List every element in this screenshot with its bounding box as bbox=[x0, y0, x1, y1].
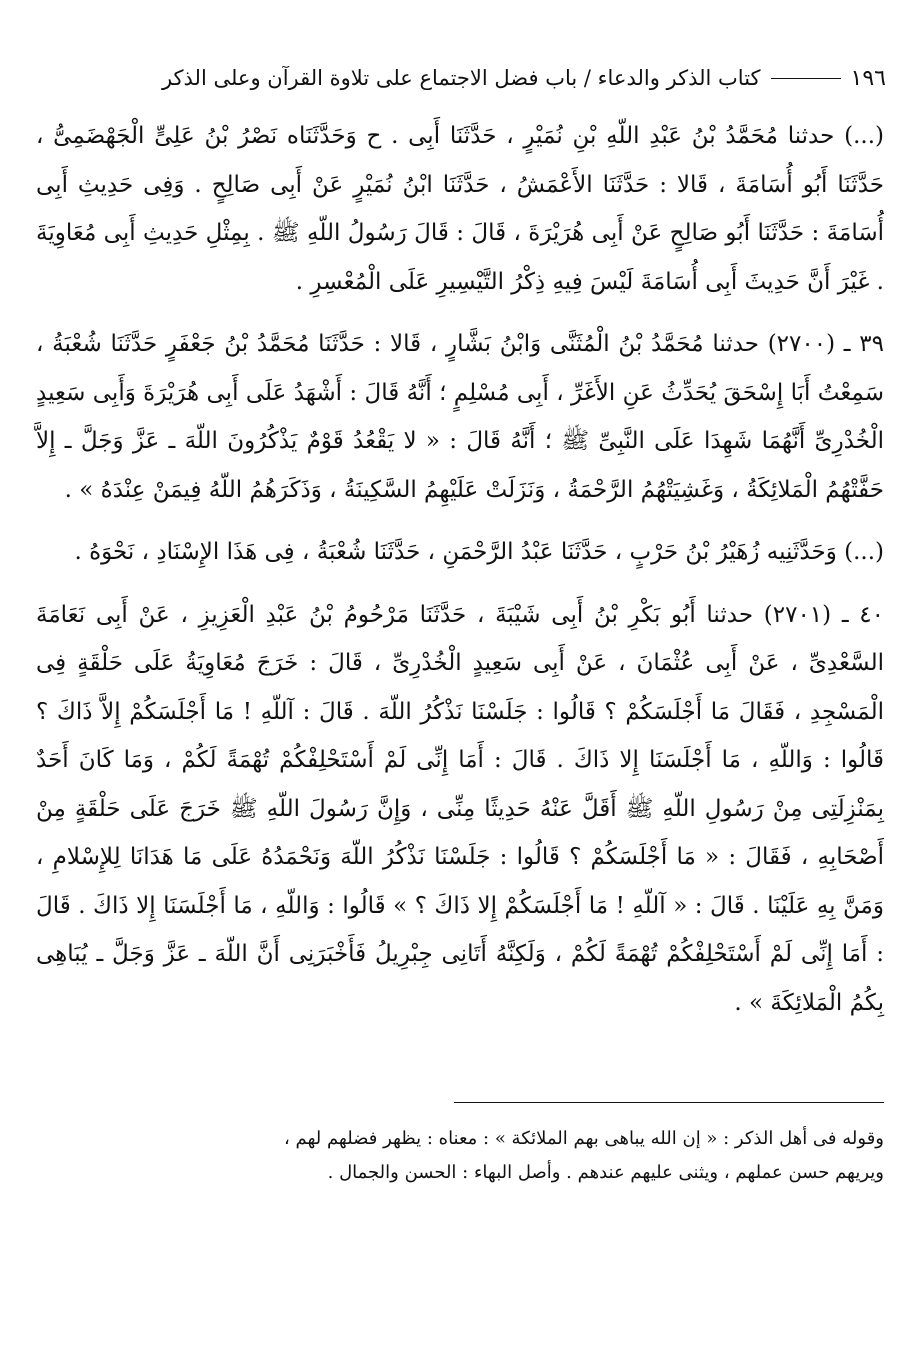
running-title: كتاب الذكر والدعاء / باب فضل الاجتماع على تلاوة القرآن وعلى الذكر bbox=[161, 66, 761, 90]
page-header bbox=[32, 58, 886, 98]
footnotes bbox=[120, 1122, 884, 1190]
paragraph-hadith-39: ٣٩ ـ (٢٧٠٠) حدثنا مُحَمَّدُ بْنُ الْمُثَنَّى وَابْنُ بَشَّارٍ ، قَالا : حَدَّثَنَا مُحَمَّدُ بْنُ جَعْفَرٍ حَدَّثَنَا شُعْبَةُ ، سَمِعْتُ أَبَا إِسْحَقَ يُحَدِّثُ عَنِ الأَغَرِّ ، أَبِى مُسْلِمٍ ؛ أَنَّهُ قَالَ : أَشْهَدُ عَلَى أَبِى هُرَيْرَةَ وَأَبِى سَعِيدٍ الْخُدْرِىِّ أَنَّهُمَا شَهِدَا عَلَى النَّبِىِّ ﷺ ؛ أَنَّهُ قَالَ : « لا يَقْعُدُ قَوْمٌ يَذْكُرُونَ اللّهَ ـ عَزَّ وَجَلَّ ـ إِلاَّ حَفَّتْهُمُ الْمَلائِكَةُ ، وَغَشِيَتْهُمُ الرَّحْمَةُ ، وَنَزَلَتْ عَلَيْهِمُ السَّكِينَةُ ، وَذَكَرَهُمُ اللّهُ فِيمَنْ عِنْدَهُ » . bbox=[36, 331, 884, 503]
main-text bbox=[36, 112, 884, 1041]
paragraph-hadith-isnad-1: (...) حدثنا مُحَمَّدُ بْنُ عَبْدِ اللّهِ بْنِ نُمَيْرٍ ، حَدَّثَنَا أَبِى . ح وَحَدَّثَنَاه نَصْرُ بْنُ عَلِىٍّ الْجَهْضَمِىُّ ، حَدَّثَنَا أَبُو أُسَامَةَ ، قَالا : حَدَّثَنَا الأَعْمَشُ ، حَدَّثَنَا ابْنُ نُمَيْرٍ عَنْ أَبِى صَالِحٍ . وَفِى حَدِيثِ أَبِى أُسَامَةَ : حَدَّثَنَا أَبُو صَالِحٍ عَنْ أَبِى هُرَيْرَةَ ، قَالَ : قَالَ رَسُولُ اللّهِ ﷺ . بِمِثْلِ حَدِيثِ أَبِى مُعَاوِيَةَ . غَيْرَ أَنَّ حَدِيثَ أَبِى أُسَامَةَ لَيْسَ فِيهِ ذِكْرُ التَّيْسِيرِ عَلَى الْمُعْسِرِ . bbox=[36, 123, 884, 295]
paragraph-hadith-isnad-2: (...) وَحَدَّثَنِيه زُهَيْرُ بْنُ حَرْبٍ ، حَدَّثَنَا عَبْدُ الرَّحْمَنِ ، حَدَّثَنَا شُعْبَةُ ، فِى هَذَا الإِسْنَادِ ، نَحْوَهُ . bbox=[74, 539, 884, 565]
footnote-line: ويريهم حسن عملهم ، ويثنى عليهم عندهم . وأصل البهاء : الحسن والجمال . bbox=[327, 1162, 884, 1183]
paragraph-hadith-40: ٤٠ ـ (٢٧٠١) حدثنا أَبُو بَكْرِ بْنُ أَبِى شَيْبَةَ ، حَدَّثَنَا مَرْحُومُ بْنُ عَبْدِ الْعَزِيزِ ، عَنْ أَبِى نَعَامَةَ السَّعْدِىِّ ، عَنْ أَبِى عُثْمَانَ ، عَنْ أَبِى سَعِيدٍ الْخُدْرِىِّ ، قَالَ : خَرَجَ مُعَاوِيَةُ عَلَى حَلْقَةٍ فِى الْمَسْجِدِ ، فَقَالَ مَا أَجْلَسَكُمْ ؟ قَالُوا : جَلَسْنَا نَذْكُرُ اللّهَ . قَالَ : آللّهِ ! مَا أَجْلَسَكُمْ إِلاَّ ذَاكَ ؟ قَالُوا : وَاللّهِ ، مَا أَجْلَسَنَا إِلا ذَاكَ . قَالَ : أَمَا إِنِّى لَمْ أَسْتَحْلِفْكُمْ تُهْمَةً لَكُمْ ، وَمَا كَانَ أَحَدٌ بِمَنْزِلَتِى مِنْ رَسُولِ اللّهِ ﷺ أَقَلَّ عَنْهُ حَدِيثًا مِنِّى ، وَإِنَّ رَسُولَ اللّهِ ﷺ خَرَجَ عَلَى حَلْقَةٍ مِنْ أَصْحَابِهِ ، فَقَالَ : « مَا أَجْلَسَكُمْ ؟ قَالُوا : جَلَسْنَا نَذْكُرُ اللّهَ وَنَحْمَدُهُ عَلَى مَا هَدَانَا لِلإِسْلامِ ، وَمَنَّ بِهِ عَلَيْنَا . قَالَ : « آللّهِ ! مَا أَجْلَسَكُمْ إِلا ذَاكَ ؟ » قَالُوا : وَاللّهِ ، مَا أَجْلَسَنَا إِلا ذَاكَ . قَالَ : أَمَا إِنِّى لَمْ أَسْتَحْلِفْكُمْ تُهْمَةً لَكُمْ ، وَلَكِنَّهُ أَتَانِى جِبْرِيلُ فَأَخْبَرَنِى أَنَّ اللّهَ ـ عَزَّ وَجَلَّ ـ يُبَاهِى بِكُمُ الْمَلائِكَةَ » . bbox=[36, 601, 884, 1016]
header-rule bbox=[771, 78, 841, 79]
footnote-line: وقوله فى أهل الذكر : « إن الله يباهى بهم الملائكة » : معناه : يظهر فضلهم لهم ، bbox=[283, 1128, 884, 1149]
page-number: ١٩٦ bbox=[850, 65, 886, 91]
footnote-divider bbox=[454, 1102, 884, 1103]
